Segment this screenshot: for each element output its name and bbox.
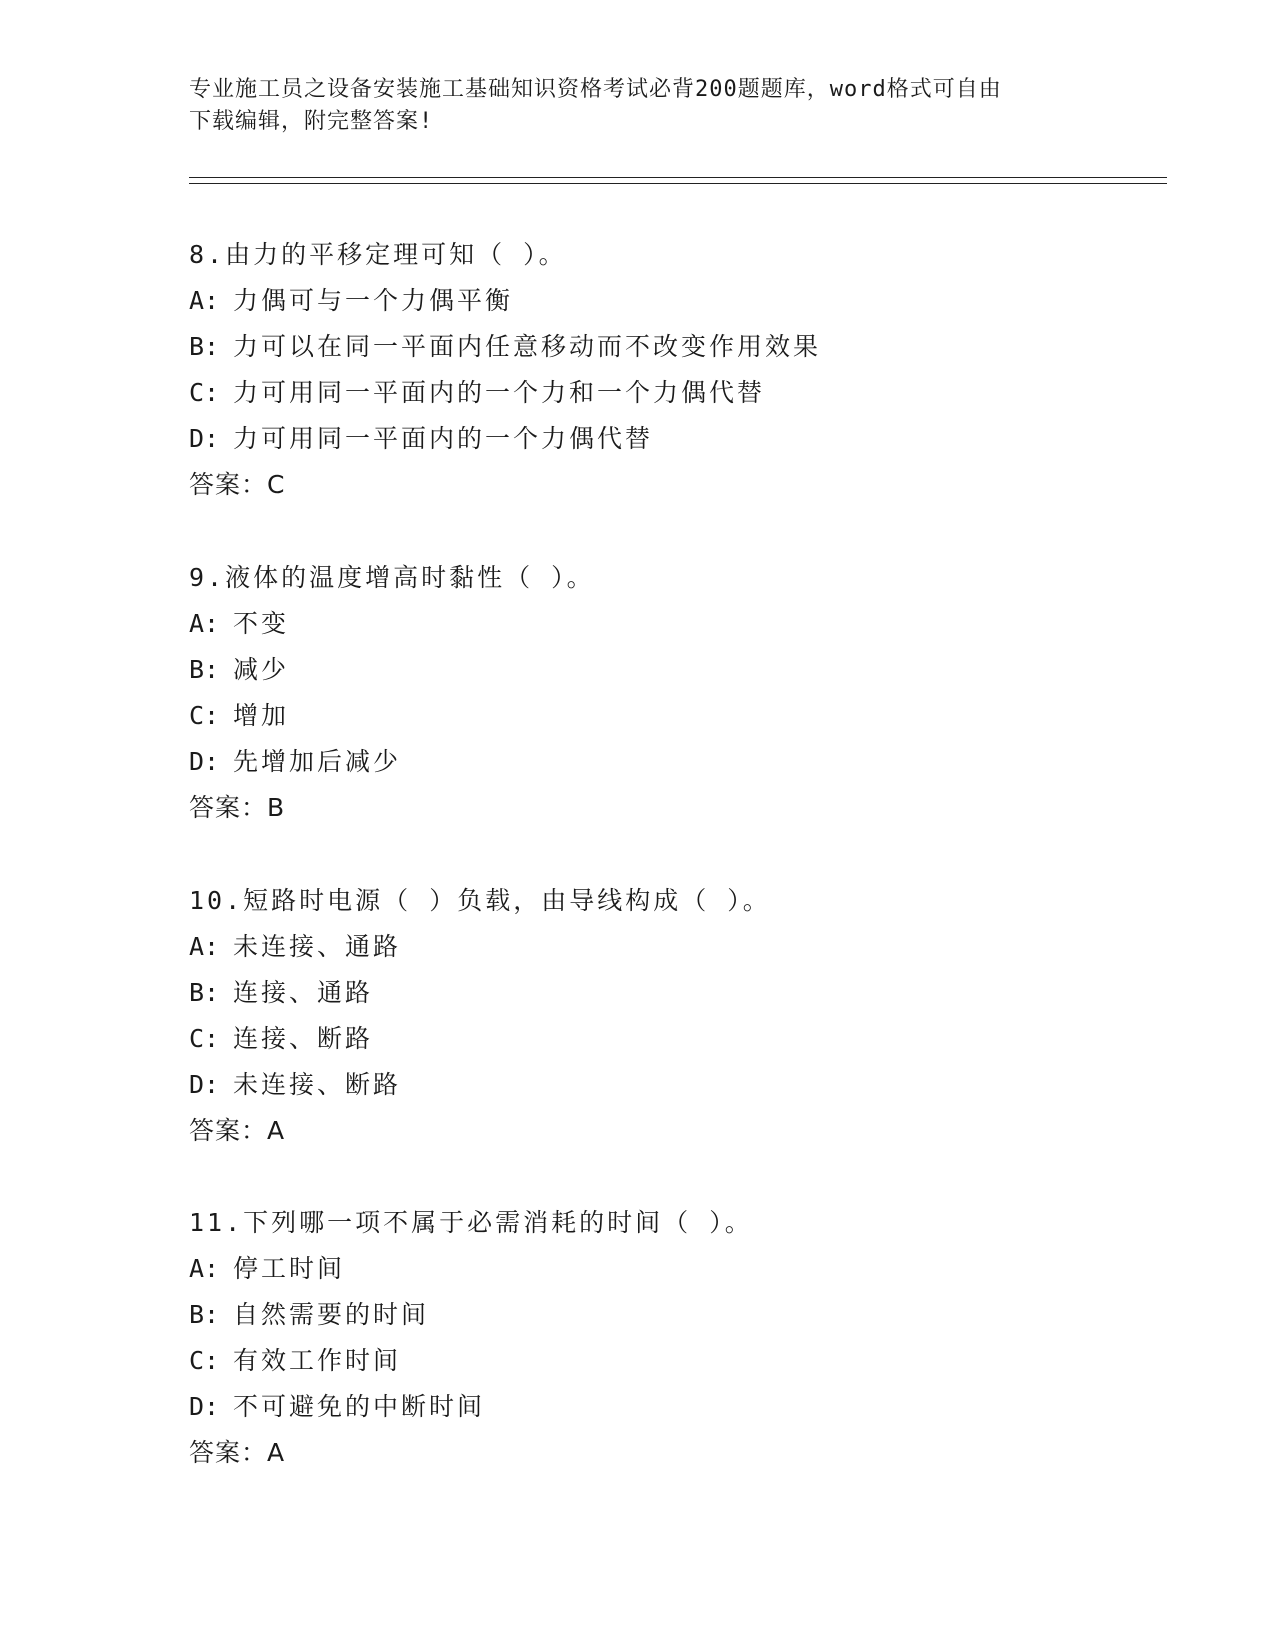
question-block xyxy=(189,1200,1169,1476)
option-a xyxy=(189,1246,1169,1292)
question-block xyxy=(189,878,1169,1154)
option-letter: B: xyxy=(189,1300,220,1329)
answer-line: 答案：B xyxy=(189,793,286,822)
option-c xyxy=(189,370,1169,416)
option-b xyxy=(189,324,1169,370)
question-stem: 8.由力的平移定理可知（ ）。 xyxy=(189,240,567,269)
option-a xyxy=(189,601,1169,647)
header-divider-top xyxy=(189,177,1167,178)
option-c xyxy=(189,1016,1169,1062)
option-d xyxy=(189,416,1169,462)
option-letter: C: xyxy=(189,1024,220,1053)
option-letter: C: xyxy=(189,701,220,730)
option-letter: C: xyxy=(189,1346,220,1375)
option-c xyxy=(189,693,1169,739)
option-d xyxy=(189,739,1169,785)
option-text: 力可用同一平面内的一个力偶代替 xyxy=(233,424,654,453)
option-b xyxy=(189,1292,1169,1338)
option-letter: A: xyxy=(189,609,220,638)
header-divider-bottom xyxy=(189,183,1167,184)
option-letter: A: xyxy=(189,286,220,315)
option-text: 不可避免的中断时间 xyxy=(233,1392,486,1421)
answer-line: 答案：A xyxy=(189,1116,286,1145)
option-letter: A: xyxy=(189,932,220,961)
option-text: 未连接、通路 xyxy=(233,932,402,961)
option-text: 力可以在同一平面内任意移动而不改变作用效果 xyxy=(233,332,822,361)
option-b xyxy=(189,970,1169,1016)
question-stem: 9.液体的温度增高时黏性（ ）。 xyxy=(189,563,595,592)
header-line-2: 下载编辑，附完整答案! xyxy=(189,109,434,134)
option-text: 力可用同一平面内的一个力和一个力偶代替 xyxy=(233,378,766,407)
question-stem: 10.短路时电源（ ）负载，由导线构成（ ）。 xyxy=(189,886,771,915)
header-line-1: 专业施工员之设备安装施工基础知识资格考试必背200题题库，word格式可自由 xyxy=(189,77,1002,102)
document-header xyxy=(189,74,1069,138)
option-text: 未连接、断路 xyxy=(233,1070,402,1099)
option-letter: A: xyxy=(189,1254,220,1283)
option-text: 先增加后减少 xyxy=(233,747,402,776)
answer-line: 答案：A xyxy=(189,1438,286,1467)
option-text: 有效工作时间 xyxy=(233,1346,402,1375)
option-text: 减少 xyxy=(233,655,290,684)
option-letter: D: xyxy=(189,747,220,776)
question-block xyxy=(189,555,1169,831)
option-text: 增加 xyxy=(233,701,290,730)
option-letter: B: xyxy=(189,978,220,1007)
option-text: 停工时间 xyxy=(233,1254,346,1283)
option-b xyxy=(189,647,1169,693)
option-text: 连接、通路 xyxy=(233,978,374,1007)
question-block xyxy=(189,232,1169,508)
option-text: 不变 xyxy=(233,609,290,638)
option-text: 连接、断路 xyxy=(233,1024,374,1053)
option-letter: B: xyxy=(189,655,220,684)
option-a xyxy=(189,924,1169,970)
option-letter: B: xyxy=(189,332,220,361)
option-text: 力偶可与一个力偶平衡 xyxy=(233,286,514,315)
question-stem: 11.下列哪一项不属于必需消耗的时间（ ）。 xyxy=(189,1208,753,1237)
option-d xyxy=(189,1062,1169,1108)
option-a xyxy=(189,278,1169,324)
option-d xyxy=(189,1384,1169,1430)
option-letter: D: xyxy=(189,1070,220,1099)
answer-line: 答案：C xyxy=(189,470,286,499)
option-text: 自然需要的时间 xyxy=(233,1300,430,1329)
option-letter: D: xyxy=(189,1392,220,1421)
option-c xyxy=(189,1338,1169,1384)
option-letter: D: xyxy=(189,424,220,453)
option-letter: C: xyxy=(189,378,220,407)
